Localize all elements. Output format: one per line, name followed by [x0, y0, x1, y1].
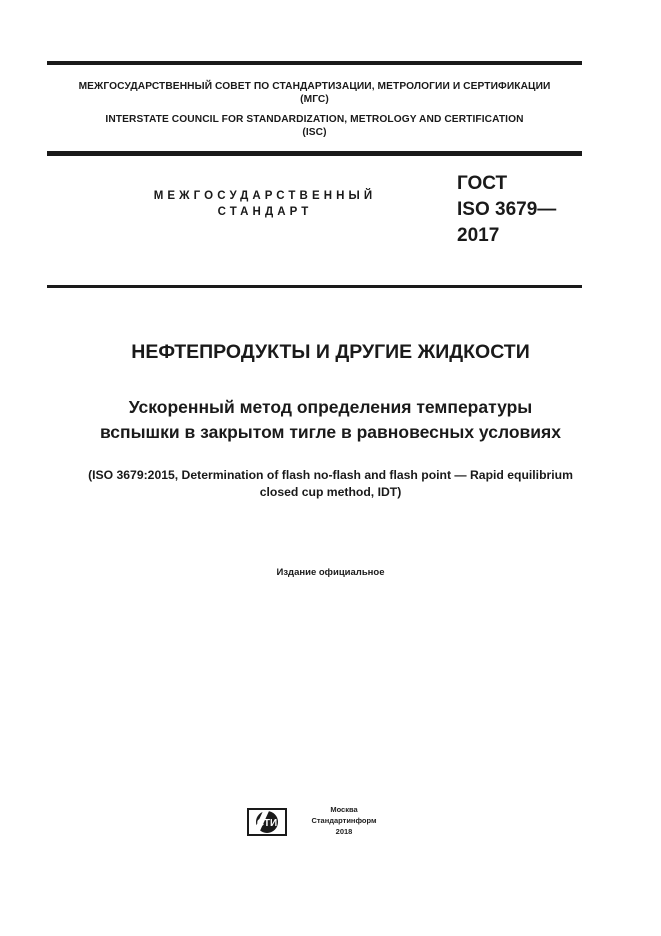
standard-kind-line2: СТАНДАРТ	[217, 206, 313, 218]
council-en-abbr: (ISC)	[302, 127, 327, 138]
iso-reference-line2: closed cup method, IDT)	[259, 485, 402, 499]
publisher-name: Стандартинформ	[311, 816, 377, 825]
council-ru-name: МЕЖГОСУДАРСТВЕННЫЙ СОВЕТ ПО СТАНДАРТИЗАЦИИ, МЕТРОЛОГИИ И СЕРТИФИКАЦИИ	[78, 81, 551, 92]
middle-divider	[47, 151, 582, 156]
publisher-block	[304, 804, 384, 837]
gost-designation	[457, 171, 556, 223]
document-subtitle	[30, 395, 631, 445]
iso-reference	[30, 467, 631, 501]
standartinform-logo-icon	[247, 807, 287, 837]
gost-year: 2017	[457, 225, 500, 246]
subtitle-line1: Ускоренный метод определения температуры	[128, 397, 533, 417]
lower-divider	[47, 285, 582, 288]
gost-line1: ГОСТ	[457, 173, 508, 194]
top-divider	[47, 61, 582, 65]
subtitle-line2: вспышки в закрытом тигле в равновесных условиях	[99, 422, 561, 442]
publisher-city: Москва	[330, 805, 358, 814]
edition-note: Издание официальное	[276, 567, 385, 578]
council-ru	[47, 80, 582, 106]
council-ru-abbr: (МГС)	[300, 94, 329, 105]
document-title: НЕФТЕПРОДУКТЫ И ДРУГИЕ ЖИДКОСТИ	[131, 341, 530, 363]
council-en-name: INTERSTATE COUNCIL FOR STANDARDIZATION, METROLOGY AND CERTIFICATION	[105, 114, 524, 125]
council-en	[47, 113, 582, 139]
publisher-year: 2018	[335, 827, 353, 836]
logo-lettering: СТИ	[256, 818, 278, 829]
iso-reference-line1: (ISO 3679:2015, Determination of flash no-flash and flash point — Rapid equilibrium	[88, 468, 573, 482]
standard-kind	[120, 188, 410, 220]
standard-kind-line1: МЕЖГОСУДАРСТВЕННЫЙ	[153, 190, 377, 202]
gost-line2: ISO 3679—	[457, 199, 557, 220]
